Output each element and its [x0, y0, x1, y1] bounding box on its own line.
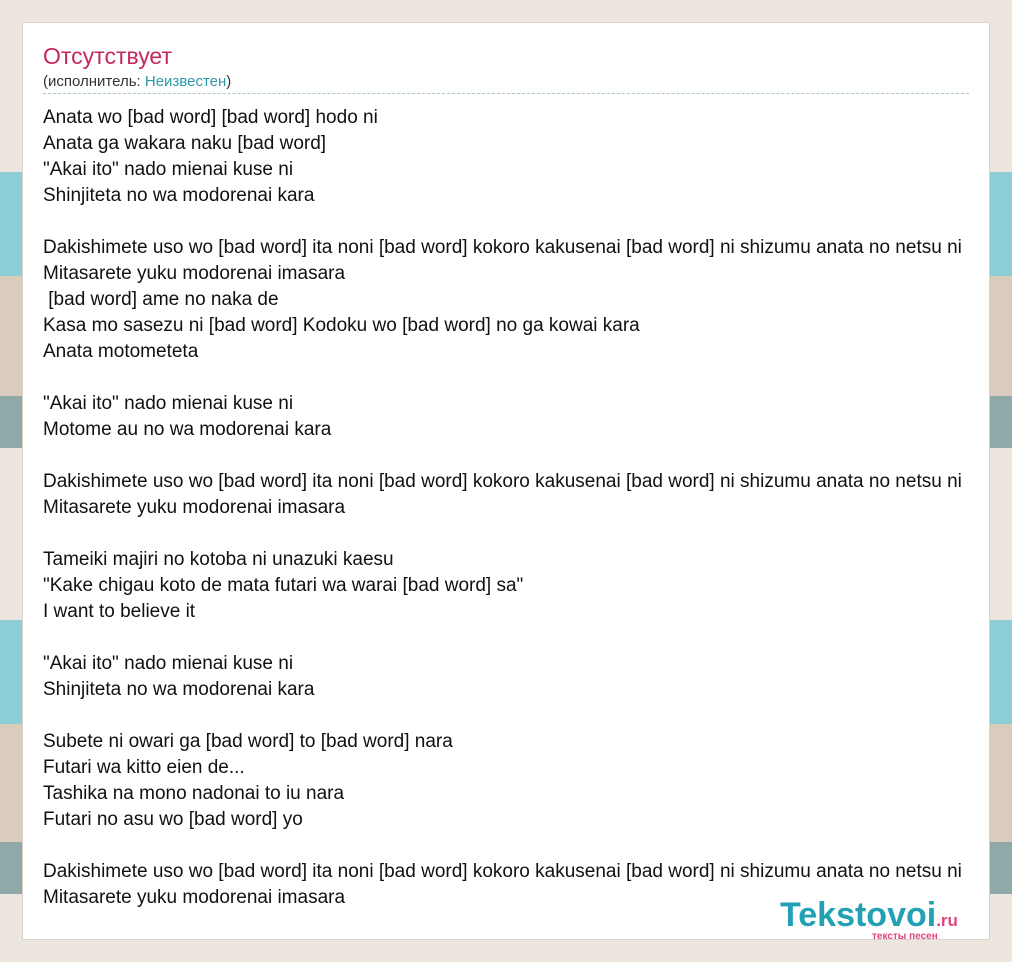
lyric-line	[43, 833, 962, 859]
lyrics-card	[22, 22, 990, 940]
song-title: Отсутствует	[43, 43, 172, 69]
lyric-line	[43, 625, 962, 651]
site-logo[interactable]	[780, 896, 990, 942]
lyric-line	[43, 365, 962, 391]
lyric-line: Tashika na mono nadonai to iu nara	[43, 783, 345, 804]
lyric-line: Futari wa kitto eien de...	[43, 757, 245, 778]
lyric-line: "Akai ito" nado mienai kuse ni	[43, 393, 294, 414]
logo-tld: .ru	[936, 911, 958, 930]
title-divider	[43, 93, 969, 94]
lyric-line: I want to believe it	[43, 601, 196, 622]
lyrics-text	[43, 105, 962, 911]
lyric-line: Subete ni owari ga [bad word] to [bad word] nara	[43, 731, 453, 752]
lyric-line: Shinjiteta no wa modorenai kara	[43, 679, 315, 700]
lyric-line: Dakishimete uso wo [bad word] ita noni [bad word] kokoro kakusenai [bad word] ni shizumu anata no netsu ni	[43, 471, 962, 492]
lyric-line	[43, 209, 962, 235]
lyric-line: Anata ga wakara naku [bad word]	[43, 133, 327, 154]
lyric-line: Mitasarete yuku modorenai imasara	[43, 497, 346, 518]
lyric-line: Dakishimete uso wo [bad word] ita noni [bad word] kokoro kakusenai [bad word] ni shizumu anata no netsu ni	[43, 237, 962, 258]
lyric-line	[43, 703, 962, 729]
lyric-line: Futari no asu wo [bad word] yo	[43, 809, 303, 830]
lyric-line	[43, 443, 962, 469]
artist-prefix: (исполнитель:	[43, 73, 145, 90]
lyric-line: Tameiki majiri no kotoba ni unazuki kaesu	[43, 549, 394, 570]
lyric-line	[43, 521, 962, 547]
artist-suffix: )	[226, 73, 232, 90]
lyric-line: Anata wo [bad word] [bad word] hodo ni	[43, 107, 378, 128]
logo-main-text: Tekstovoi	[780, 896, 937, 934]
lyric-line: [bad word] ame no naka de	[43, 289, 279, 310]
lyric-line: "Akai ito" nado mienai kuse ni	[43, 159, 294, 180]
lyric-line: Dakishimete uso wo [bad word] ita noni [bad word] kokoro kakusenai [bad word] ni shizumu anata no netsu ni	[43, 861, 962, 882]
artist-line	[43, 73, 231, 90]
lyric-line: Kasa mo sasezu ni [bad word] Kodoku wo [bad word] no ga kowai kara	[43, 315, 640, 336]
lyric-line: Shinjiteta no wa modorenai kara	[43, 185, 315, 206]
lyric-line: Anata motometeta	[43, 341, 199, 362]
lyric-line: Motome au no wa modorenai kara	[43, 419, 332, 440]
artist-link[interactable]: Неизвестен	[144, 73, 227, 90]
logo-wordmark	[780, 896, 958, 935]
lyric-line: "Kake chigau koto de mata futari wa warai [bad word] sa"	[43, 575, 524, 596]
logo-tagline: тексты песен	[872, 931, 938, 942]
lyric-line: Mitasarete yuku modorenai imasara	[43, 263, 346, 284]
lyric-line: "Akai ito" nado mienai kuse ni	[43, 653, 294, 674]
lyric-line: Mitasarete yuku modorenai imasara	[43, 887, 346, 908]
